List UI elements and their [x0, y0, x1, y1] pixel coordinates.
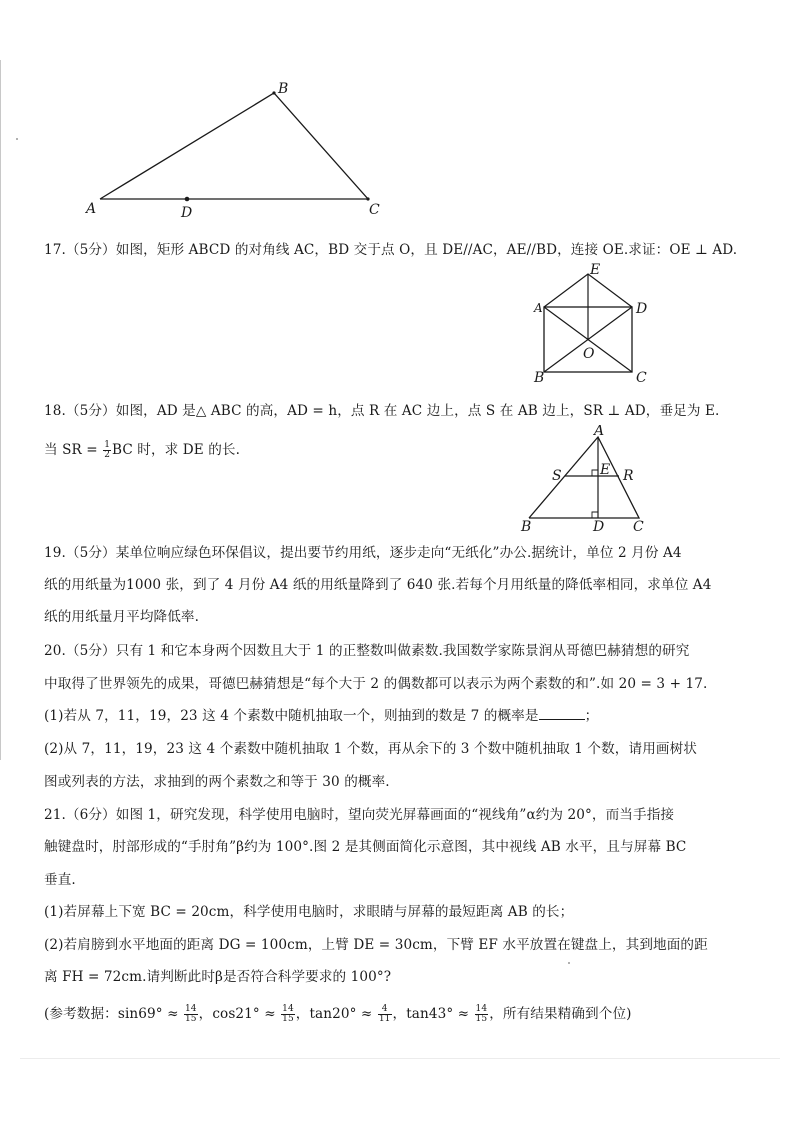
label-e: E: [600, 462, 611, 478]
q20-line-2: 中取得了世界领先的成果，哥德巴赫猜想是“每个大于 2 的偶数都可以表示为两个素数的和”.如 20 = 3 + 17.: [44, 676, 708, 692]
q19-line-3: 纸的用纸量月平均降低率.: [44, 609, 200, 625]
label-s: S: [552, 468, 562, 484]
fraction-numerator: 14: [475, 1004, 488, 1014]
label-c: C: [369, 202, 380, 218]
q21-line-1: 21.（6分）如图 1，研究发现，科学使用电脑时，望向荧光屏幕画面的“视线角”α约为 20°，而当手指接: [44, 807, 675, 823]
q19-line-2: 纸的用纸量为1000 张，到了 4 月份 A4 纸的用纸量降到了 640 张.若每个月用纸量的降低率相同，求单位 A4: [44, 577, 712, 593]
fraction-numerator: 14: [184, 1004, 197, 1014]
q18-line-2: [44, 440, 784, 460]
ref-post: ，所有结果精确到个位): [489, 1006, 632, 1022]
q20-part-1-text: (1)若从 7，11，19，23 这 4 个素数中随机抽取一个，则抽到的数是 7 的概率是: [44, 708, 539, 724]
triangle-abc-outline: [100, 93, 368, 199]
label-b: B: [534, 370, 545, 386]
page-bottom-rule: [20, 1058, 780, 1059]
label-d: D: [181, 205, 193, 221]
label-e: E: [590, 262, 601, 278]
answer-blank: [539, 707, 585, 720]
label-a: A: [534, 301, 543, 315]
scan-speck: [568, 962, 570, 964]
q20-line-1: 20.（5分）只有 1 和它本身两个因数且大于 1 的正整数叫做素数.我国数学家陈景润从哥德巴赫猜想的研究: [44, 643, 690, 659]
fraction-14-15: [475, 1005, 489, 1024]
q21-reference-data: [44, 1004, 784, 1024]
label-c: C: [636, 370, 647, 386]
q21-part-1: (1)若屏幕上下宽 BC = 20cm，科学使用电脑时，求眼睛与屏幕的最短距离 AB 的长；: [44, 904, 574, 920]
fraction-denominator: 15: [184, 1014, 197, 1024]
q20-part-2-line-2: 图或列表的方法，求抽到的两个素数之和等于 30 的概率.: [44, 774, 390, 790]
ref-pre: (参考数据：sin69° ≈: [44, 1006, 183, 1022]
fraction-denominator: 15: [475, 1014, 488, 1024]
label-o: O: [583, 346, 595, 362]
q18-line-1: 18.（5分）如图，AD 是△ ABC 的高，AD = h，点 R 在 AC 边上，点 S 在 AB 边上，SR ⊥ AD，垂足为 E.: [44, 403, 720, 419]
label-b: B: [521, 519, 532, 535]
triangle-q18-figure: [515, 425, 655, 535]
scan-edge-shadow: [0, 60, 1, 760]
q18-line-2-pre: 当 SR =: [44, 442, 103, 458]
q17-text: 17.（5分）如图，矩形 ABCD 的对角线 AC，BD 交于点 O，且 DE//AC，AE//BD，连接 OE.求证：OE ⊥ AD.: [44, 242, 738, 258]
fraction-14-15: [281, 1005, 295, 1024]
triangle-abc-figure: [80, 75, 400, 225]
fraction-numerator: 1: [104, 440, 111, 450]
fraction-numerator: 4: [378, 1005, 392, 1015]
ref-tan43: ，tan43° ≈: [392, 1006, 474, 1022]
right-angle-mark-e: [592, 470, 598, 476]
fraction-denominator: 11: [378, 1014, 391, 1024]
fraction-one-half: [103, 441, 111, 460]
point-d: [185, 197, 190, 202]
label-c: C: [633, 519, 644, 535]
label-a: A: [594, 425, 605, 439]
fraction-denominator: 15: [282, 1014, 294, 1024]
fraction-4-11: [378, 1005, 392, 1024]
q21-line-2: 触键盘时，肘部形成的“手肘角”β约为 100°.图 2 是其侧面简化示意图，其中视线 AB 水平，且与屏幕 BC: [44, 839, 687, 855]
q20-part-1-end: ；: [584, 708, 599, 724]
q20-part-1: [44, 706, 784, 726]
right-angle-mark-d: [592, 512, 598, 518]
ref-cos: ，cos21° ≈: [198, 1006, 281, 1022]
label-a: A: [86, 201, 97, 217]
point-c: [366, 197, 369, 200]
scan-speck: [16, 138, 18, 140]
label-b: B: [278, 81, 289, 97]
label-r: R: [623, 468, 634, 484]
label-d: D: [636, 301, 648, 317]
q21-part-2-line-2: 离 FH = 72cm.请判断此时β是否符合科学要求的 100°?: [44, 969, 392, 985]
q21-line-3: 垂直.: [44, 872, 76, 888]
q20-part-2-line-1: (2)从 7，11，19，23 这 4 个素数中随机抽取 1 个数，再从余下的 3 个数中随机抽取 1 个数，请用画树状: [44, 741, 697, 757]
ref-tan20: ，tan20° ≈: [295, 1006, 377, 1022]
q21-part-2-line-1: (2)若肩膀到水平地面的距离 DG = 100cm，上臂 DE = 30cm，下臂 EF 水平放置在键盘上，其到地面的距: [44, 937, 708, 953]
rectangle-q17-figure: [530, 262, 660, 387]
q19-line-1: 19.（5分）某单位响应绿色环保倡议，提出要节约用纸，逐步走向“无纸化”办公.据统计，单位 2 月份 A4: [44, 545, 682, 561]
fraction-denominator: 2: [104, 450, 111, 460]
fraction-numerator: 14: [282, 1004, 294, 1014]
q18-line-2-post: BC 时，求 DE 的长.: [112, 442, 241, 458]
label-d: D: [593, 519, 605, 535]
point-b: [272, 91, 275, 94]
fraction-14-15: [184, 1005, 198, 1024]
